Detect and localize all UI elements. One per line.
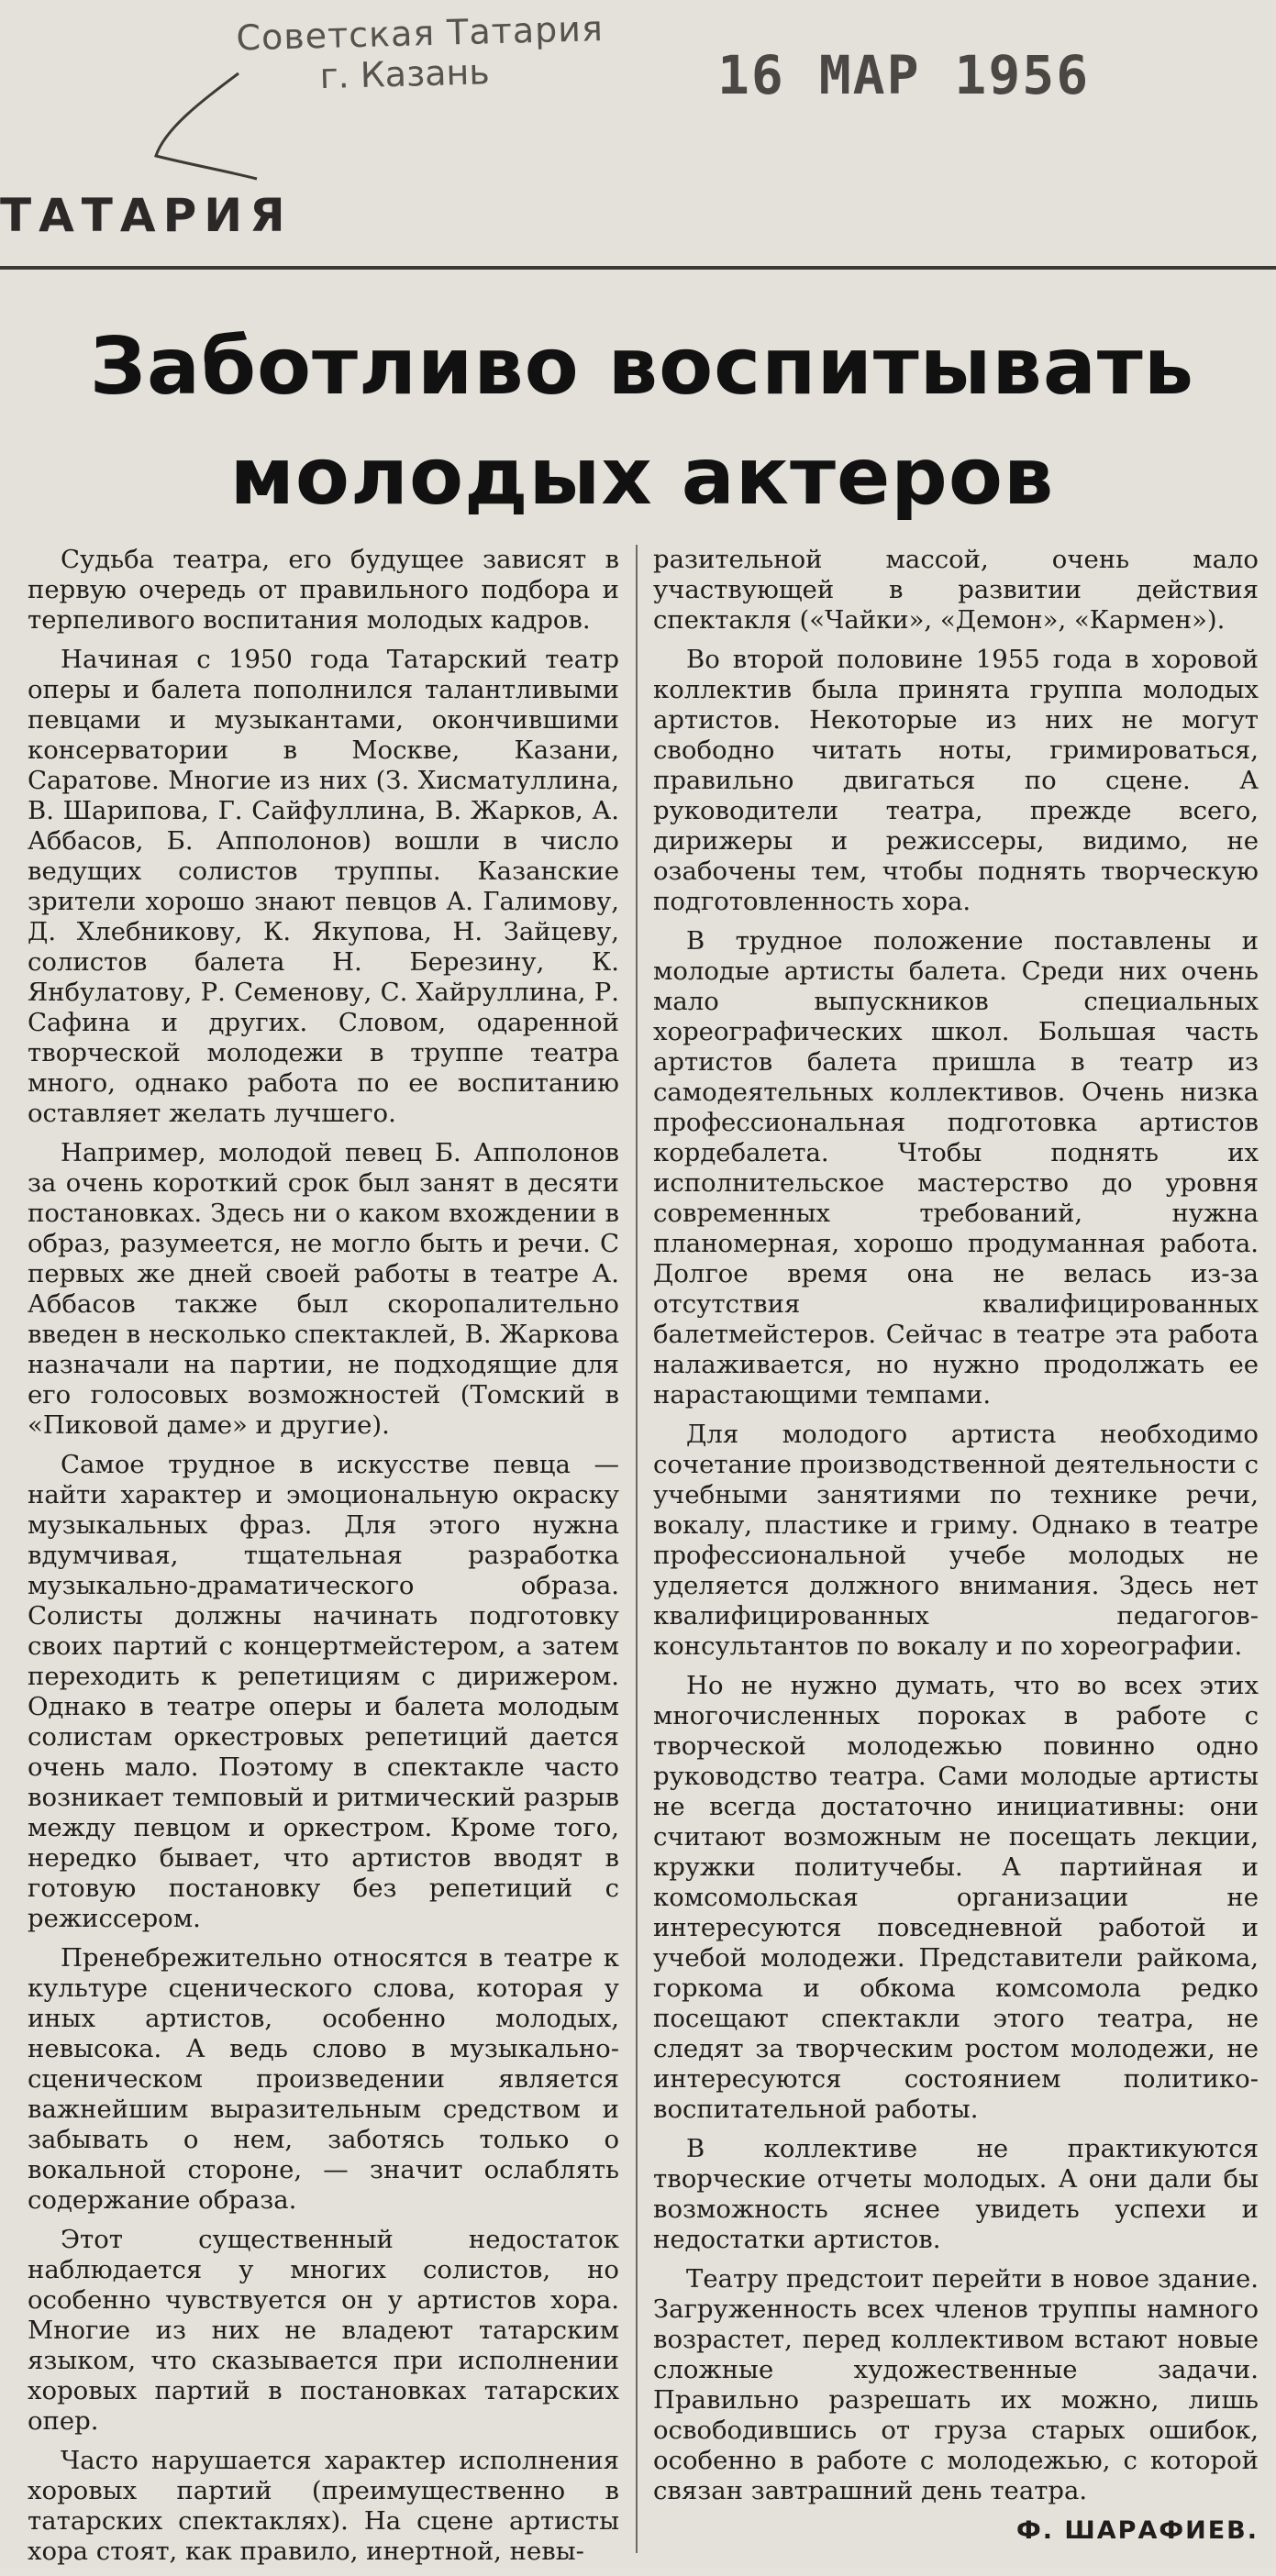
right-column xyxy=(653,545,1259,2546)
paragraph: Часто нарушается характер исполнения хоровых партий (преимущественно в татарских спектаклях). На сцене артисты хора стоят, как правило, инертной, невы- xyxy=(28,2446,619,2566)
masthead-rule xyxy=(0,266,1276,270)
author-byline: Ф. ШАРАФИЕВ. xyxy=(1015,2516,1259,2545)
paragraph: Судьба театра, его будущее зависят в первую очередь от правильного подбора и терпеливого воспитания молодых кадров. xyxy=(28,545,619,635)
left-column xyxy=(28,545,619,2576)
paragraph: Самое трудное в искусстве певца — найти характер и эмоциональную окраску музыкальных фраз. Для этого нужна вдумчивая, тщательная разработка музыкально-драматического образа. Солисты должны начинать подготовку своих партий с концертмейстером, а затем переходить к репетициям с дирижером. Однако в театре оперы и балета молодым солистам оркестровых репетиций дается очень мало. Поэтому в спектакле часто возникает темповый и ритмический разрыв между певцом и оркестром. Кроме того, нередко бывает, что артистов вводят в готовую постановку без репетиций с режиссером. xyxy=(28,1450,619,1933)
column-divider xyxy=(636,545,638,2553)
paragraph: Пренебрежительно относятся в театре к культуре сценического слова, которая у иных артистов, особенно молодых, невысока. А ведь слово в музыкально-сценическом произведении является важнейшим выразительным средством и забывать о нем, заботясь только о вокальной стороне, — значит ослаблять содержание образа. xyxy=(28,1943,619,2215)
paragraph: разительной массой, очень мало участвующей в развитии действия спектакля («Чайки», «Демон», «Кармен»). xyxy=(653,545,1259,635)
archive-stamp xyxy=(236,8,623,99)
paragraph: В трудное положение поставлены и молодые артисты балета. Среди них очень мало выпускников специальных хореографических школ. Большая часть артистов балета пришла в театр из самодеятельных коллективов. Очень низка профессиональная подготовка артистов кордебалета. Чтобы поднять их исполнительское мастерство до уровня современных требований, нужна планомерная, хорошо продуманная работа. Долгое время она не велась из-за отсутствия квалифицированных балетмейстеров. Сейчас в театре эта работа налаживается, но нужно продолжать ее нарастающими темпами. xyxy=(653,926,1259,1410)
paragraph: Этот существенный недостаток наблюдается у многих солистов, но особенно чувствуется он у артистов хора. Многие из них не владеют татарским языком, что сказывается при исполнении хоровых партий в постановках татарских опер. xyxy=(28,2225,619,2436)
paragraph: Начиная с 1950 года Татарский театр оперы и балета пополнился талантливыми певцами и музыкантами, окончившими консерватории в Москве, Казани, Саратове. Многие из них (З. Хисматуллина, В. Шарипова, Г. Сайфуллина, В. Жарков, А. Аббасов, Б. Апполонов) вошли в число ведущих солистов труппы. Казанские зрители хорошо знают певцов А. Галимову, Д. Хлебникову, К. Якупова, Н. Зайцеву, солистов балета Н. Березину, К. Янбулатову, Р. Семенову, С. Хайруллина, Р. Сафина и других. Словом, одаренной творческой молодежи в труппе театра много, однако работа по ее воспитанию оставляет желать лучшего. xyxy=(28,645,619,1128)
masthead: ТАТАРИЯ xyxy=(0,189,293,242)
headline-line-1: Заботливо воспитывать xyxy=(89,321,1195,413)
paragraph: Для молодого артиста необходимо сочетание производственной деятельности с учебными занятиями по технике речи, вокалу, пластике и гриму. Однако в театре профессиональной учебе молодых не уделяется должного внимания. Здесь нет квалифицированных педагогов-консультантов по вокалу и по хореографии. xyxy=(653,1420,1259,1661)
paragraph: В коллективе не практикуются творческие отчеты молодых. А они дали бы возможность яснее увидеть успехи и недостатки артистов. xyxy=(653,2134,1259,2254)
stamp-city: г. Казань xyxy=(319,51,491,97)
article-headline xyxy=(37,312,1248,532)
headline-line-2: молодых актеров xyxy=(229,431,1055,523)
paragraph: Театру предстоит перейти в новое здание. Загруженность всех членов труппы намного возрастет, перед коллективом встают новые сложные художественные задачи. Правильно разрешать их можно, лишь освободившись от груза старых ошибок, особенно в работе с молодежью, с которой связан завтрашний день театра. xyxy=(653,2264,1259,2505)
stamp-paper-name: Советская Татария xyxy=(235,8,605,59)
pen-mark-icon xyxy=(138,64,266,183)
paragraph: Например, молодой певец Б. Апполонов за очень короткий срок был занят в десяти постановках. Здесь ни о каком вхождении в образ, разумеется, не могло быть и речи. С первых же дней своей работы в театре А. Аббасов также был скоропалительно введен в несколько спектаклей, В. Жаркова назначали на партии, не подходящие для его голосовых возможностей (Томский в «Пиковой даме» и другие). xyxy=(28,1138,619,1440)
paragraph: Во второй половине 1955 года в хоровой коллектив была принята группа молодых артистов. Некоторые из них не могут свободно читать ноты, гримироваться, правильно двигаться по сцене. А руководители театра, прежде всего, дирижеры и режиссеры, видимо, не озабочены тем, чтобы поднять творческую подготовленность хора. xyxy=(653,645,1259,916)
date-stamp: 16 МАР 1956 xyxy=(717,44,1091,106)
paragraph: Но не нужно думать, что во всех этих многочисленных пороках в работе с творческой молодежью повинно одно руководство театра. Сами молодые артисты не всегда достаточно инициативны: они считают возможным не посещать лекции, кружки политучебы. А партийная и комсомольская организации не интересуются повседневной работой и учебой молодежи. Представители райкома, горкома и обкома комсомола редко посещают спектакли этого театра, не следят за творческим ростом молодежи, не интересуются состоянием политико-воспитательной работы. xyxy=(653,1671,1259,2124)
